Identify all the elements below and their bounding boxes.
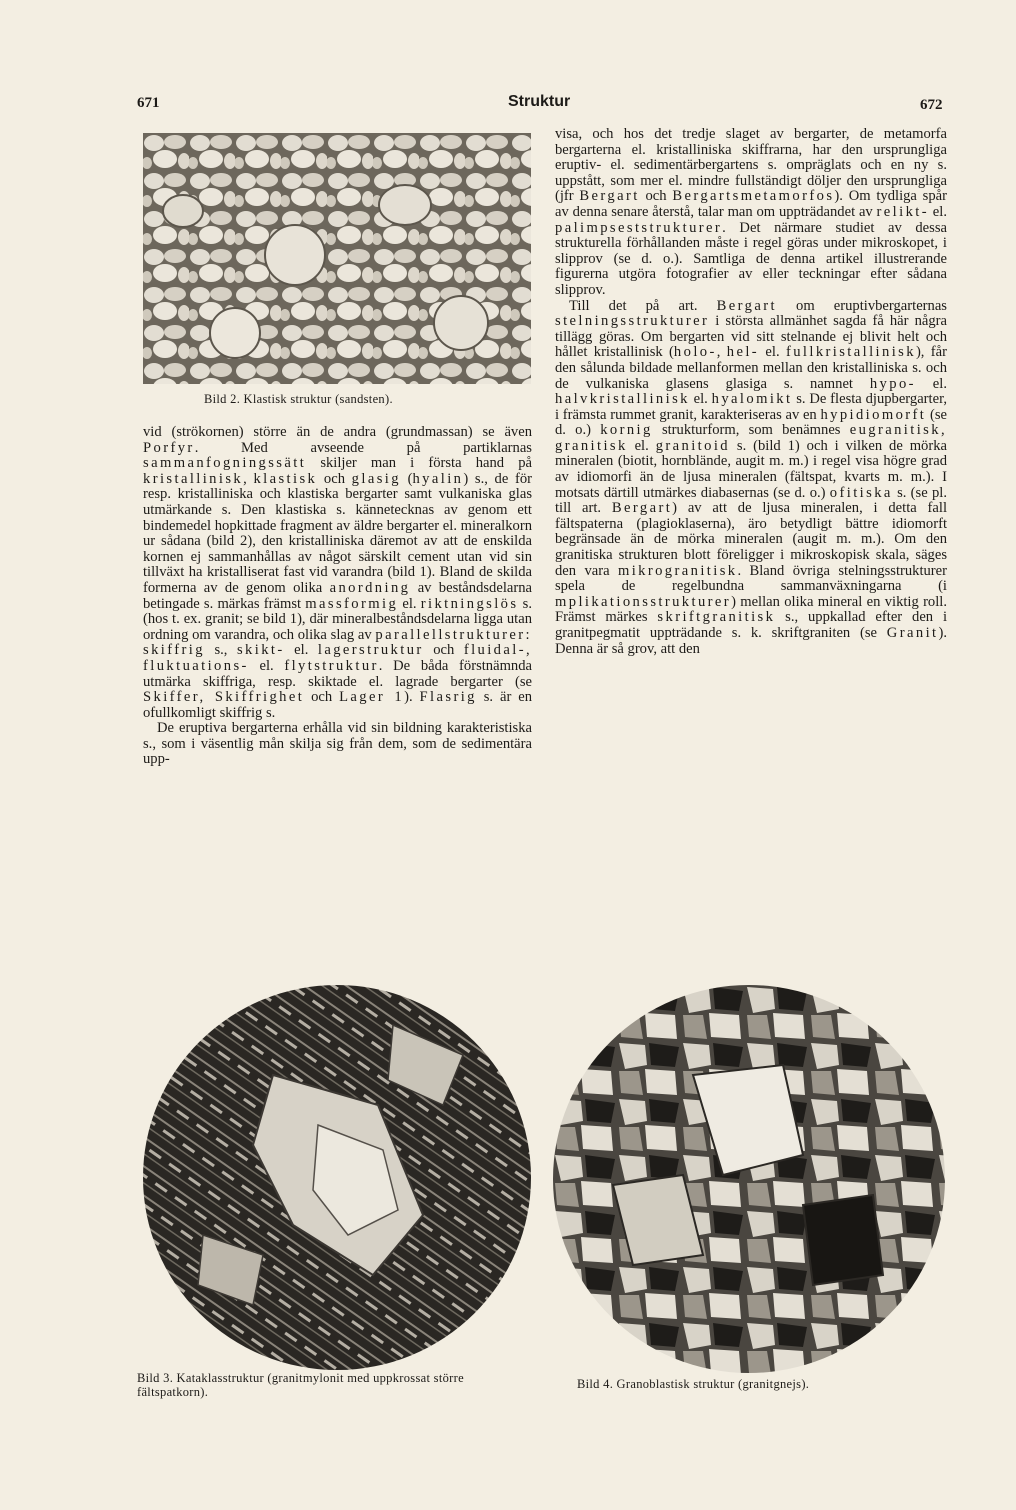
text-run: i största allmänhet sagda få här några tillägg göras. Om bergarten vid sitt stelnande ej blivit helt och hållet kristallinisk ( [555,313,947,361]
spaced-term: eugranitisk, granitisk [555,422,947,454]
spaced-term: hypo- [869,375,916,392]
text-run: . Med avseende på partiklarnas [194,439,532,456]
text-run: el. [759,344,786,361]
spaced-term: lagerstruktur [317,642,424,659]
spaced-term: kristallinisk [143,470,244,487]
text-run: Till det på art. [569,297,717,314]
text-run: s., uppkallad efter den i granitpegmatit uppträdande s. k. skriftgraniten (se [555,609,948,641]
text-run: av beståndsdelarna betingade s. märkas främst [143,579,532,612]
spaced-term: sammanfogningssätt [143,455,307,472]
page-number-right: 672 [920,97,943,113]
text-run: ). [404,689,420,706]
spaced-term: granitoid [655,437,730,454]
text-run: . Bland övriga stelningsstrukturer spela de regelbundna sammanväxningarna (i [555,562,947,595]
text-run: ) s., de för resp. kristalliniska och klastiska bergarter samt vulkaniska glas utmärkande s. Den klastiska s. kännetecknas av genom ett bindemedel hopkittade fragment av äldre bergarter el. mineralkorn ur sådana (bild 2), den kristalliniska däremot av att de enskilda kornen ej sammanhållas av något särskilt cement utan vid sin tillväxt ha kristalliserat fast vid varandra (bild 1). Bland de skilda formerna av de genom olika [143,470,532,596]
text-run: el. [284,642,318,659]
page-title: Struktur [508,93,571,110]
spaced-term: Porfyr [143,439,195,456]
spaced-term: flytstruktur [284,657,379,674]
text-run: , [716,344,727,361]
text-run: (se d. o.) [555,406,947,439]
text-run: el. [915,375,947,392]
spaced-term: riktningslös [420,595,519,612]
text-run: ) mellan olika mineral en viktig roll. Främst märkes [555,593,947,626]
text-run: el. [398,595,421,612]
text-run: ). Denna är så grov, att den [555,625,947,657]
page-number-left: 671 [137,95,160,111]
spaced-term: skriftgranitisk [657,609,776,626]
text-run: s. är en ofullkomligt skiffrig s. [143,689,532,721]
spaced-term: ofitiska [829,484,893,501]
text-run: om eruptivbergarternas [776,297,947,314]
spaced-term: Bergartsmetamorfos [672,188,835,205]
spaced-term: stelningsstrukturer [555,313,710,330]
spaced-term: anordning [329,579,411,596]
spaced-term: klastisk [253,470,318,487]
text-run: . De båda förstnämnda utmärka skiffriga, resp. skiktade el. lagrade bergarter (se [143,657,532,690]
text-run: s. (hos t. ex. granit; se bild 1), där mineralbeståndsdelarna ligga utan ordning om varandra, och olika slag av [143,595,532,643]
text-run: visa, och hos det tredje slaget av bergarter, de metamorfa bergarterna el. kristalliniska skiffrarna, har den ursprungliga eruptiv- el. sedimentärbergartens s. ompräglats och en ny s. uppstått, som mer el. mindre fullständigt döljer den ursprungliga (jfr [555,126,947,205]
sandstone-photo-grains [143,133,531,384]
gneiss-micrograph [553,985,945,1373]
text-run: och [423,642,464,659]
spaced-term: mplikationsstrukturer [555,593,732,610]
text-run: el. [929,203,947,220]
spaced-term: Lager 1 [339,689,405,706]
right-paragraph-2 [555,299,947,658]
spaced-term: hyalin [412,470,464,487]
spaced-term: fluidal-, fluktuations- [143,642,533,674]
spaced-term: hel- [726,344,760,361]
text-run: och [304,689,340,706]
spaced-term: mikrogranitisk [617,562,738,579]
figure-caption-bild4: Bild 4. Granoblastisk struktur (granitgnejs). [577,1377,810,1391]
text-run: ), får den sålunda bildade mellanformen mellan den kristalliniska s. och de vulkaniska glasens glasiga s. namnet [555,344,948,392]
text-run: el. [689,391,712,408]
text-run: s., [204,642,237,659]
text-run: . Det närmare studiet av dessa strukturella förhållanden måste i regel göras under mikroskopet, i slipprov (se d. o.). Samtliga de denna artikel illustrerande figurerna utgöra fotografier av eller teckningar efter sådana slipprov. [555,219,947,298]
spaced-term: Bergart [611,500,673,517]
left-paragraph-2: De eruptiva bergarterna erhålla vid sin bildning karakteristiska s., som i väsentlig mån skilja sig från dem, som de sedimentära upp- [143,720,532,768]
figure-caption-bild2: Bild 2. Klastisk struktur (sandsten). [204,392,393,406]
text-run: strukturform, som benämnes [652,422,850,439]
spaced-term: fullkristallinisk [785,344,916,361]
spaced-term: Granit [886,625,939,641]
spaced-term: holo- [673,344,717,361]
left-column [143,425,532,768]
text-run: vid (strökornen) större än de andra (grundmassan) se även [143,424,532,440]
sandstone-photo [143,133,531,384]
right-column [555,127,947,657]
spaced-term: massformig [305,595,399,612]
text-run: och [639,188,673,205]
mylonite-micrograph-art [143,985,531,1370]
spaced-term: skikt- [236,642,285,659]
text-run: , [243,470,254,487]
spaced-term: glasig [351,470,401,487]
text-run: s. (se pl. till art. [555,484,947,517]
text-run: och [317,470,352,487]
text-run: s. (bild 1) och i vilken de mörka mineralen (biotit, hornblände, augit m. m.) i regel visa högre grad av idiomorfi än de ljusa mineralen (fältspat, kvarts m. m.). I motsats därtill utmärkes diabasernas (se d. o.) [555,437,947,501]
spaced-term: Flasrig [419,689,477,706]
spaced-term: halvkristallinisk [555,391,690,408]
spaced-term: hyalomikt [711,391,793,408]
spaced-term: hypidiomorft [820,406,927,423]
figure-caption-bild3: Bild 3. Kataklasstruktur (granitmylonit med uppkrossat större fältspatkorn). [137,1371,464,1399]
text-run: ). Om tydliga spår av denna senare återstå, talar man om uppträdandet av [555,188,947,220]
text-run: el. [248,657,285,674]
text-run: ( [400,470,413,487]
text-run: skiljer man i första hand på [306,455,532,472]
right-paragraph-1 [555,127,947,299]
left-paragraph-1 [143,425,532,721]
mylonite-micrograph [143,985,531,1370]
gneiss-micrograph-art [553,985,945,1373]
text-run: ) av att de ljusa mineralen, i detta fall fältspaterna (plagioklaserna), äro betydligt bättre idiomorft begränsade än de mörka mineralen (augit m. m.). Om den granitiska strukturen blott föreligger i mikroskopisk skala, säges den vara [555,500,947,579]
spaced-term: relikt- [876,203,929,220]
text-run: el. [627,437,656,454]
spaced-term: parallellstrukturer: skiffrig [143,626,532,659]
spaced-term: kornig [600,422,653,439]
text-run: s. De flesta djupbergarter, i främsta rummet granit, karakteriseras av en [555,391,947,423]
spaced-term: palimpseststrukturer [555,219,723,236]
spaced-term: Skiffer, Skiffrighet [143,689,305,706]
spaced-term: Bergart [579,188,640,205]
spaced-term: Bergart [716,297,777,314]
